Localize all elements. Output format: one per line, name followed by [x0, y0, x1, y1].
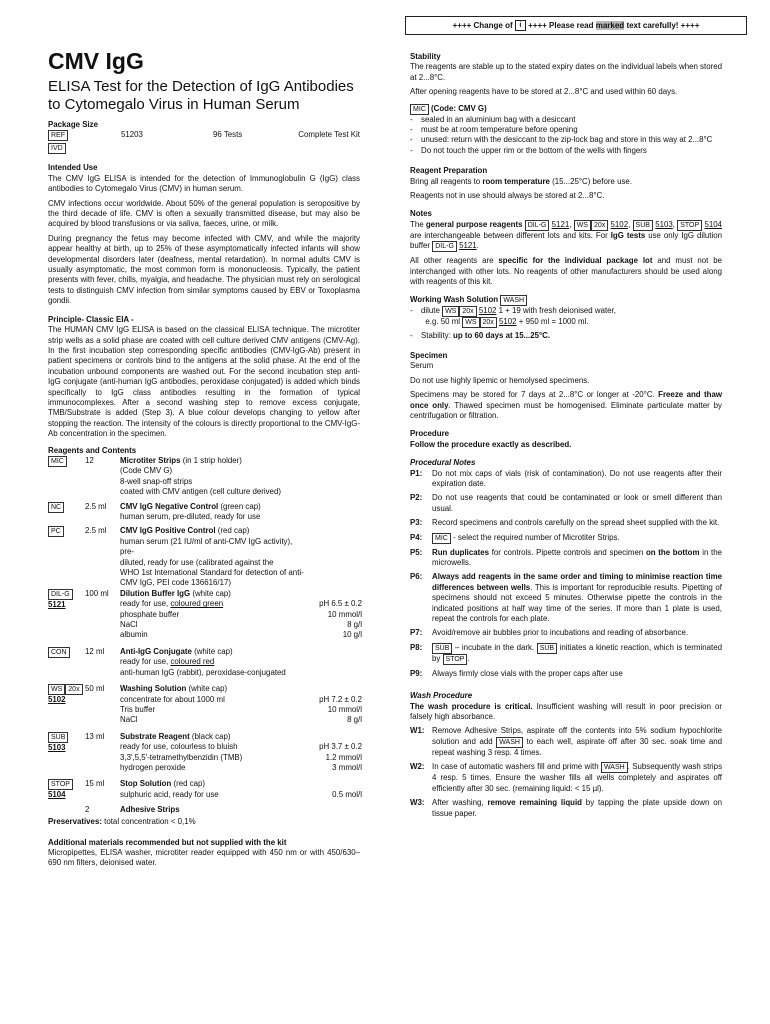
- proc-note: P1: Do not mix caps of vials (risk of contamination). Do not use reagents after their expiration date.: [410, 468, 722, 488]
- con-line: ready for use,: [120, 657, 171, 667]
- nc-name: CMV IgG Negative Control: [120, 501, 219, 511]
- wash-text: Insufficient washing will result in poor precision or falsely high absorbance.: [410, 701, 722, 722]
- banner-text: ++++ Change of: [452, 21, 513, 30]
- procedure-heading: Procedure: [410, 429, 450, 439]
- code: 5121: [551, 219, 570, 229]
- principle-heading: Principle- Classic EIA -: [48, 314, 134, 324]
- mic-name: Microtiter Strips: [120, 455, 181, 465]
- procedure-sub: Follow the procedure exactly as described.: [410, 439, 572, 449]
- dil-symbol: DIL-G: [48, 589, 73, 600]
- reagents-heading: Reagents and Contents: [48, 445, 137, 455]
- code: 5102: [499, 316, 517, 326]
- ws-symbol: WS: [462, 317, 479, 328]
- reagent-preparation: [410, 166, 722, 201]
- code: 5102: [478, 305, 497, 315]
- ws-qty: 50 ml: [85, 684, 105, 694]
- specimen-text: . Thawed specimen must be homogenised. Eliminate particulate matter by centrifugation or filtration.: [410, 400, 722, 420]
- stability-p2: After opening reagents have to be stored at 2...8°C and used within 60 days.: [410, 87, 678, 97]
- wash-symbol: WASH: [601, 762, 628, 773]
- ws-line: NaCl: [120, 715, 138, 725]
- specimen-heading: Specimen: [410, 350, 448, 360]
- ivd-symbol: IVD: [48, 143, 66, 154]
- ws-name: Washing Solution: [120, 684, 187, 694]
- ws-symbol: WS: [48, 684, 65, 695]
- wws-text: Stability:: [421, 330, 454, 340]
- code: 5102: [610, 219, 629, 229]
- nc-cap: (green cap): [218, 501, 261, 511]
- stability-p1: The reagents are stable up to the stated expiry dates on the individual labels when stored at 2...8°C.: [410, 62, 722, 82]
- stability-item: - must be at room temperature before opening: [410, 125, 722, 135]
- proc-note: P4: MIC - select the required number of Microtiter Strips.: [410, 532, 620, 542]
- ws-symbol: WS: [574, 220, 591, 231]
- sub-name: Substrate Reagent: [120, 731, 190, 741]
- proc-text: Do not mix caps of vials (risk of contamination). Do not use reagents after their expiration date.: [432, 468, 722, 488]
- pc-symbol: PC: [48, 526, 64, 537]
- proc-note: P2: Do not use reagents that could be contaminated or look or smell different than usual.: [410, 493, 722, 513]
- specimen: [410, 351, 722, 421]
- stop-symbol: STOP: [677, 220, 702, 231]
- code: 5104: [704, 219, 722, 229]
- dil-symbol: DIL-G: [432, 241, 457, 252]
- dil-line: NaCl: [120, 620, 138, 630]
- notes-bold: general purpose reagents: [425, 219, 523, 229]
- preservatives-text: total concentration < 0,1%: [101, 817, 196, 827]
- ref-symbol: REF: [48, 130, 68, 141]
- intended-p2: CMV infections occur worldwide. About 50% of the general population is seropositive by the third decade of life. CMV is often a sexually transmitted disease, but may also be acquired by blood transfusions or via saliva, faeces, urine, or milk.: [48, 198, 360, 229]
- additional-materials: [48, 838, 360, 869]
- dil-value: 8 g/l: [347, 620, 362, 630]
- reagents: [48, 446, 360, 828]
- intended-use: [48, 163, 360, 306]
- dil-value: 10 g/l: [342, 630, 362, 640]
- dil-line: albumin: [120, 630, 148, 640]
- pc-name: CMV IgG Positive Control: [120, 526, 216, 536]
- dil-qty: 100 ml: [85, 588, 109, 598]
- dil-colour: coloured green: [170, 599, 224, 609]
- sub-symbol: SUB: [537, 643, 557, 654]
- stability-mic-code: (Code: CMV G): [428, 103, 487, 113]
- wash-symbol: WASH: [500, 295, 527, 306]
- adh-qty: 2: [85, 804, 90, 814]
- pc-line: diluted, ready for use (calibrated against the: [120, 557, 274, 567]
- specimen-p2: Do not use highly lipemic or hemolysed specimens.: [410, 375, 590, 385]
- package-heading: Package Size: [48, 120, 99, 129]
- proc-note: P3: Record specimens and controls carefully on the spread sheet supplied with the kit.: [410, 518, 722, 532]
- dil-name: Dilution Buffer IgG: [120, 588, 191, 598]
- ws-line: Tris buffer: [120, 704, 156, 714]
- proc-text: Do not use reagents that could be contaminated or look or smell different than usual.: [432, 493, 722, 513]
- wash-procedure: [410, 691, 722, 823]
- additional-text: Micropipettes, ELISA washer, microtiter reader equipped with 450 nm or with 450/630–690 nm filters, deionised water.: [48, 847, 360, 868]
- con-colour: coloured red: [170, 657, 215, 667]
- specimen-p1: Serum: [410, 361, 434, 371]
- specimen-bold: Freeze and thaw once only: [410, 390, 723, 410]
- working-wash-solution: [410, 295, 722, 341]
- package-number: 51203: [121, 130, 143, 140]
- ws-cap: (white cap): [186, 684, 228, 694]
- pc-line: CMV IgG, PEI code 136616/17): [120, 578, 231, 588]
- code: 5121: [459, 241, 477, 251]
- notes-bold: specific for the individual package lot: [498, 256, 653, 266]
- sub-line: hydrogen peroxide: [120, 762, 186, 772]
- proc-note: P7: Avoid/remove air bubbles prior to incubations and reading of absorbance.: [410, 628, 722, 642]
- ws-line: concentrate for about 1000 ml: [120, 694, 225, 704]
- stability-item: - Do not touch the upper rim or the bottom of the wells with fingers: [410, 146, 722, 156]
- notes: Notes The general purpose reagents DIL-G 5121, WS 20x 5102, SUB 5103, STOP 5104 are interchangeable between different lots and kits. For IgG tests use only IgG dilution buffer DIL-G 5121. All other reagents are specific for the individual package lot and must not be interchanged with other lots. No reagents of other manufacturers should be used along with reagents of this kit.: [410, 209, 723, 287]
- code: 5103: [655, 219, 673, 229]
- mic-line: (Code CMV G): [120, 466, 173, 476]
- principle-text: The HUMAN CMV IgG ELISA is based on the classical ELISA technique. The microtiter strip wells as a solid phase are coated with cell culture derived CMV antigens (CMV-Ag). In the first incubation step corresponding specific antibodies (CMV-IgG-Ab) present in patient specimens or controls bind to the antigens at the solid phase. At the end of the incubation unbound components are washed out. For the second incubation step anti-IgG conjugate (anti-human IgG antibodies, peroxidase conjugated) is added which binds specifically to IgG class antibodies resulting in the formation of typical immunocomplexes. After a second washing step to remove excess conjugate, TMB/Substrate is added (Step 3). A blue colour develops changing to yellow after stopping the reaction. The intensity of the colours is directly proportional to the CMV-IgG-Ab concentration in the specimen.: [48, 325, 360, 439]
- page-title: CMV IgG: [48, 48, 144, 74]
- stability-item: - sealed in an aluminium bag with a desiccant: [410, 115, 722, 125]
- ws-20x-symbol: 20x: [480, 317, 497, 328]
- ws-code: 5102: [48, 695, 66, 705]
- stop-symbol: STOP: [443, 654, 468, 665]
- proc-note: P6: Always add reagents in the same order and timing to minimise reaction time differences between wells. This is important for reproducible results. Pipetting of specimens should not exceed 5 minutes. Otherwise pipette the controls in the indicated positions at half way time of the series. If more than 1 plate is used, repeat the controls for each plate.: [410, 572, 722, 624]
- left-column: [48, 48, 360, 873]
- stop-name: Stop Solution: [120, 779, 172, 789]
- wws-item: [410, 331, 722, 341]
- additional-heading: Additional materials recommended but not supplied with the kit: [48, 837, 287, 847]
- nc-qty: 2.5 ml: [85, 501, 107, 511]
- proc-note: P5: Run duplicates for controls. Pipette controls and specimen on the bottom in the microwells.: [410, 547, 722, 567]
- proc-note: P9: Always firmly close vials with the proper caps after use: [410, 669, 722, 683]
- stop-cap: (red cap): [171, 779, 206, 789]
- principle: [48, 315, 360, 440]
- dil-line: ready for use,: [120, 599, 171, 609]
- wws-text: e.g. 50 ml: [425, 316, 463, 326]
- wws-text: + 950 ml = 1000 ml.: [516, 316, 589, 326]
- prep-text: (15...25°C) before use.: [549, 176, 633, 186]
- procedural-notes-heading: Procedural Notes: [410, 458, 476, 468]
- con-symbol: CON: [48, 647, 70, 658]
- wash-step: W1: Remove Adhesive Strips, aspirate off the contents into 5% sodium hypochlorite solution and add WASH to each well, aspirate off after 30 sec. soak time and repeat washing 3 resp. 4 times.: [410, 726, 723, 757]
- con-qty: 12 ml: [85, 646, 105, 656]
- pc-line: WHO 1st International Standard for detection of anti-: [120, 568, 304, 578]
- ws-value: pH 7.2 ± 0.2: [319, 694, 362, 704]
- stability-list: [410, 115, 722, 157]
- ws-20x-symbol: 20x: [459, 306, 476, 317]
- nc-symbol: NC: [48, 502, 64, 513]
- ws-20x-symbol: 20x: [591, 220, 608, 231]
- prep-bold: room temperature: [482, 176, 550, 186]
- intended-p1: The CMV IgG ELISA is intended for the detection of Immunoglobulin G (IgG) class antibodies to Cytomegalo Virus (CMV) in human serum.: [48, 173, 360, 194]
- dil-value: pH 6.5 ± 0.2: [319, 599, 362, 609]
- prep-text: Bring all reagents to: [410, 176, 483, 186]
- page-subtitle: ELISA Test for the Detection of IgG Antibodies to Cytomegalo Virus in Human Serum: [48, 78, 354, 113]
- package-size: [48, 120, 360, 154]
- proc-text: Avoid/remove air bubbles prior to incubations and reading of absorbance.: [432, 628, 689, 638]
- notes-text: All other reagents are: [410, 256, 499, 266]
- mic-cap: (in 1 strip holder): [180, 455, 242, 465]
- mic-symbol: MIC: [432, 533, 451, 544]
- procedure: [410, 429, 722, 683]
- sub-code: 5103: [48, 742, 66, 752]
- sub-cap: (black cap): [189, 731, 231, 741]
- stability-heading: Stability: [410, 52, 441, 61]
- wws-bold: up to 60 days at 15...25°C.: [453, 330, 551, 340]
- mic-line: coated with CMV antigen (cell culture derived): [120, 487, 281, 497]
- sub-line: 3,3',5,5'-tetramethylbenzidin (TMB): [120, 752, 243, 762]
- proc-note: P8: SUB – incubate in the dark. SUB initiates a kinetic reaction, which is terminated by STOP .: [410, 642, 722, 663]
- stability-item: - unused: return with the desiccant to the zip-lock bag and store in this way at 2...8°C: [410, 135, 722, 145]
- ws-symbol: WS: [442, 306, 459, 317]
- sub-value: 3 mmol/l: [332, 762, 362, 772]
- preservatives-label: Preservatives:: [48, 817, 102, 827]
- reagents-table: [48, 456, 360, 815]
- nc-line: human serum, pre-diluted, ready for use: [120, 512, 261, 521]
- dil-cap: (white cap): [190, 588, 231, 598]
- proc-text: Record specimens and controls carefully on the spread sheet supplied with the kit.: [432, 518, 720, 528]
- intended-heading: Intended Use: [48, 163, 98, 173]
- notes-heading: Notes: [410, 209, 432, 219]
- con-cap: (white cap): [191, 646, 233, 656]
- wash-step: W3: After washing, remove remaining liquid by tapping the plate upside down on tissue paper.: [410, 798, 722, 818]
- ws-20x-symbol: 20x: [65, 684, 82, 695]
- wws-heading: Working Wash Solution: [410, 294, 499, 304]
- adh-name: Adhesive Strips: [120, 804, 180, 814]
- wws-item: [410, 306, 722, 328]
- stability: [410, 52, 722, 156]
- dil-symbol: DIL-G: [525, 220, 550, 231]
- specimen-text: Specimens may be stored for 7 days at 2...8°C or longer at -20°C.: [410, 390, 659, 400]
- notes-bold: IgG tests: [610, 230, 646, 240]
- stop-qty: 15 ml: [85, 779, 105, 789]
- sub-qty: 13 ml: [85, 731, 105, 741]
- notes-text: use only IgG dilution buffer: [410, 230, 722, 251]
- proc-text: - select the required number of Microtiter Strips.: [450, 532, 620, 542]
- notes-text: and must not be interchanged with other lots. No reagents of other manufacturers should be used along with reagents of this kit.: [410, 256, 723, 287]
- sub-symbol: SUB: [633, 220, 653, 231]
- proc-text: Always firmly close vials with the proper caps after use: [432, 668, 623, 678]
- stop-code: 5104: [48, 790, 66, 800]
- stop-value: 0.5 mol/l: [332, 789, 362, 799]
- notes-text: The: [410, 219, 426, 229]
- ws-value: 10 mmol/l: [327, 704, 362, 714]
- sub-value: pH 3.7 ± 0.2: [319, 742, 362, 752]
- package-tests: 96 Tests: [213, 130, 243, 140]
- con-name: Anti-IgG Conjugate: [120, 646, 192, 656]
- stop-line: sulphuric acid, ready for use: [120, 789, 219, 799]
- banner-text: text carefully! ++++: [626, 21, 700, 30]
- banner-highlight: marked: [595, 21, 625, 30]
- pc-cap: (red cap): [215, 526, 250, 536]
- dil-line: phosphate buffer: [120, 609, 180, 619]
- sub-symbol: SUB: [48, 732, 68, 743]
- dil-code: 5121: [48, 599, 66, 609]
- con-line: anti-human IgG (rabbit), peroxidase-conjugated: [120, 667, 286, 677]
- dil-value: 10 mmol/l: [327, 609, 362, 619]
- mic-qty: 12: [85, 455, 94, 465]
- wash-symbol: WASH: [496, 737, 523, 748]
- pc-qty: 2.5 ml: [85, 526, 107, 536]
- sub-line: ready for use, colourless to bluish: [120, 742, 238, 752]
- prep-p2: Reagents not in use should always be stored at 2...8°C.: [410, 191, 605, 201]
- banner-text: ++++ Please read: [528, 21, 594, 30]
- change-banner: [405, 16, 747, 35]
- wws-text: dilute: [421, 305, 443, 315]
- wws-text: 1 + 19 with fresh deionised water,: [496, 305, 616, 315]
- intended-p3: During pregnancy the fetus may become infected with CMV, and while the majority appear healthy at birth, up to 25% of these asymptomatically infected infants will show developmental disorders later (deafness, mental retardation). In normal adults CMV is usually asymptomatic, the most common form is mononucleosis. Typically, the patient presents with fever, chills, myalgia, and headache. The physician must rely on serological tests to distinguish CMV infection from similar symptoms caused by EBV or Toxoplasma gondii.: [48, 233, 360, 306]
- sub-symbol: SUB: [432, 643, 452, 654]
- stability-mic-symbol: MIC: [410, 104, 429, 115]
- mic-line: 8-well snap-off strips: [120, 476, 193, 486]
- right-column: [410, 52, 722, 823]
- prep-heading: Reagent Preparation: [410, 166, 488, 176]
- notes-text: are interchangeable between different lots and kits. For: [410, 230, 611, 240]
- info-icon: i: [515, 20, 526, 31]
- sub-value: 1.2 mmol/l: [325, 752, 362, 762]
- stop-symbol: STOP: [48, 779, 73, 790]
- mic-symbol: MIC: [48, 456, 67, 467]
- wash-bold: The wash procedure is critical.: [410, 701, 533, 711]
- wash-step: W2: In case of automatic washers fill and prime with WASH . Subsequently wash strips 4 resp. 5 times. Ensure the washer fills all wells completely and aspirates off efficiently after 30 sec. (remaining liquid: < 15 µl).: [410, 762, 723, 793]
- ws-value: 8 g/l: [347, 715, 362, 725]
- wash-heading: Wash Procedure: [410, 691, 473, 701]
- pc-line: human serum (21 IU/ml of anti-CMV IgG activity), pre-: [120, 536, 293, 557]
- package-kit: Complete Test Kit: [298, 130, 360, 140]
